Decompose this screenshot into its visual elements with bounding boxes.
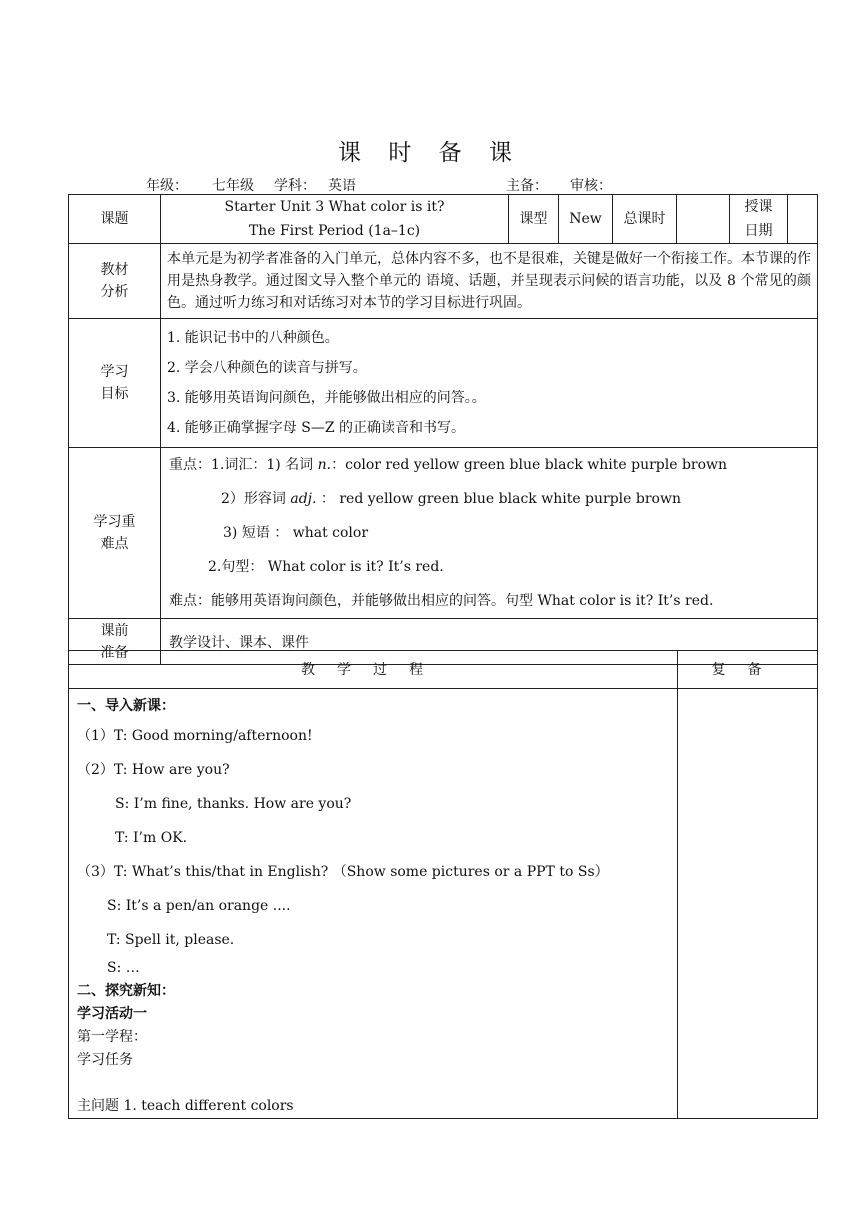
subject-label: 学科： (274, 178, 316, 194)
goals-label-line-1: 学习 (100, 364, 129, 380)
analysis-text: 本单元是为初学者准备的入门单元，总体内容不多，也不是很难，关键是做好一个衔接工作。本节课的作用是热身教学。通过图文导入整个单元的 语境、话题，并呈现表示问候的语言功能，以及 8 个常见的颜色。通过听力练习和对话练习对本节的学习目标进行巩固。 (161, 244, 818, 319)
keypoint-line-1 (163, 448, 817, 482)
goal-item-4: 4. 能够正确掌握字母 S—Z 的正确读音和书写。 (167, 420, 466, 436)
process-body-row (69, 689, 818, 1119)
keypoint-text: 重点：1.词汇：1) 名词 (169, 457, 318, 473)
blank-line (77, 1072, 677, 1095)
page-title: 课 时 备 课 (338, 140, 522, 166)
prep-label-line-2: 准备 (100, 644, 129, 661)
process-line: （3）T: What’s this/that in English? （Show some pictures or a PPT to Ss） (77, 864, 609, 880)
date-label-line-1: 授课 (744, 199, 773, 215)
goals-row (69, 319, 818, 448)
keypoint-text: ：color red yellow green blue black white purple brown (331, 457, 728, 473)
process-line: S: … (107, 960, 140, 976)
lesson-info-table (68, 194, 818, 665)
topic-label: 课题 (69, 195, 161, 244)
date-label (730, 195, 788, 244)
keypoint-line-5: 难点：能够用英语询问颜色，并能够做出相应的问答。句型 What color is it? It’s red. (169, 593, 714, 609)
review-label: 审核： (570, 178, 612, 194)
total-hours-value (677, 195, 730, 244)
subject-value: 英语 (328, 178, 356, 194)
process-line: （1）T: Good morning/afternoon! (77, 728, 313, 744)
date-value (788, 195, 818, 244)
process-line: S: It’s a pen/an orange .... (107, 898, 291, 914)
process-line: S: I’m fine, thanks. How are you? (115, 796, 352, 812)
grade-value: 七年级 (212, 178, 254, 194)
keypoints-row (69, 448, 818, 619)
goals-label-line-2: 目标 (100, 386, 129, 402)
analysis-row (69, 244, 818, 319)
type-label: 课型 (509, 195, 559, 244)
date-label-line-2: 日期 (744, 223, 773, 239)
goals-label (69, 319, 161, 448)
process-line: T: I’m OK. (115, 830, 188, 846)
review-column (678, 689, 818, 1119)
process-line: 第一学程： (77, 1029, 147, 1045)
topic-line-1: Starter Unit 3 What color is it? (224, 199, 445, 215)
keypoints-label-line-2: 难点 (100, 536, 129, 552)
meta-line (146, 175, 612, 195)
keypoint-italic: n. (317, 457, 332, 473)
process-line: T: Spell it, please. (107, 932, 235, 948)
process-line: 主问题 1. teach different colors (77, 1098, 294, 1114)
keypoint-line-3: 3) 短语 ： what color (223, 525, 369, 541)
total-hours-label: 总课时 (613, 195, 677, 244)
goal-item-3: 3. 能够用英语询问颜色，并能够做出相应的问答。。 (167, 390, 486, 406)
goal-item-2: 2. 学会八种颜色的读音与拼写。 (167, 360, 367, 376)
review-header: 复备 (678, 651, 818, 689)
analysis-label-line-1: 教材 (100, 262, 129, 278)
keypoint-text: ： red yellow green blue black white purple brown (316, 491, 681, 507)
process-header-row (69, 651, 818, 689)
topic-value (161, 195, 509, 244)
topic-row (69, 195, 818, 244)
keypoint-italic: adj. (290, 491, 317, 507)
keypoint-line-2 (163, 482, 817, 516)
type-value: New (559, 195, 613, 244)
goals-list (161, 319, 818, 448)
process-header: 教学过程 (69, 651, 678, 689)
keypoint-line-4: 2.句型： What color is it? It’s red. (208, 559, 444, 575)
keypoint-text: 2）形容词 (221, 491, 291, 507)
analysis-label (69, 244, 161, 319)
process-line: 学习任务 (77, 1052, 133, 1068)
grade-label: 年级： (146, 178, 188, 194)
topic-line-2: The First Period (1a–1c) (248, 223, 421, 239)
analysis-label-line-2: 分析 (100, 284, 129, 300)
section-heading: 二、探究新知： (77, 983, 175, 999)
lead-label: 主备： (506, 178, 548, 194)
keypoints-content (161, 448, 818, 619)
prep-label-line-1: 课前 (100, 622, 129, 639)
process-table (68, 650, 818, 1119)
keypoints-label (69, 448, 161, 619)
prep-text: 教学设计、课本、课件 (161, 619, 818, 665)
goal-item-1: 1. 能识记书中的八种颜色。 (167, 330, 339, 346)
keypoints-label-line-1: 学习重 (93, 514, 136, 530)
section-heading: 一、导入新课： (77, 698, 175, 714)
activity-heading: 学习活动一 (77, 1006, 147, 1022)
process-line: （2）T: How are you? (77, 762, 230, 778)
process-content (69, 689, 678, 1119)
